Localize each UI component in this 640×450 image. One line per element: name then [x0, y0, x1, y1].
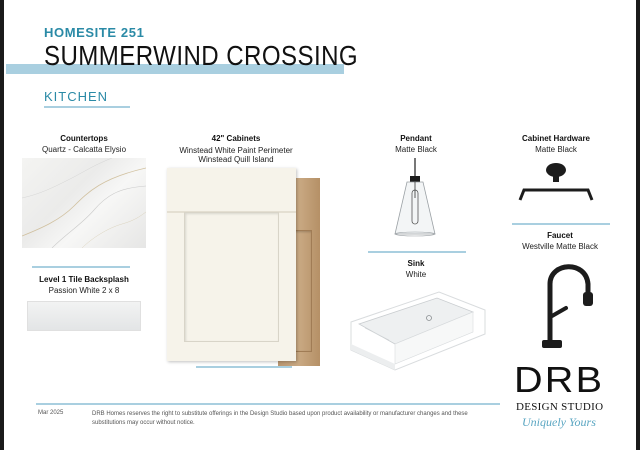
pendant-label: Pendant [400, 134, 432, 143]
pendant-light-image [385, 158, 445, 238]
faucet-value: Westville Matte Black [522, 242, 598, 251]
faucet-label: Faucet [547, 231, 573, 240]
perimeter-cabinet-door-image [167, 168, 296, 361]
homesite-number: HOMESITE 251 [44, 25, 145, 40]
logo-tagline: Uniquely Yours [522, 415, 596, 429]
backsplash-label: Level 1 Tile Backsplash [39, 275, 129, 284]
footer-disclaimer: DRB Homes reserves the right to substitute offerings in the Design Studio based upon product availability or manufacturer changes and these substitutions may occur without notice. [92, 411, 468, 426]
footer-date: Mar 2025 [38, 410, 64, 416]
cabinets-label: 42" Cabinets [211, 134, 261, 143]
faucet-image [532, 254, 600, 352]
cabinets-value-island: Winstead Quill Island [198, 155, 274, 164]
cabinets-rule [196, 366, 292, 368]
community-title: SUMMERWIND CROSSING [44, 40, 359, 71]
quartz-sample-image [22, 158, 146, 248]
cabinet-hardware-image [516, 160, 596, 208]
pendant-icon [385, 158, 445, 238]
hardware-value: Matte Black [535, 145, 577, 154]
sink-value: White [405, 270, 427, 279]
hardware-label: Cabinet Hardware [521, 134, 591, 143]
cabinets-value-perimeter: Winstead White Paint Perimeter [179, 146, 293, 155]
right-frame-edge [636, 0, 640, 450]
tile-sample-image [27, 301, 141, 331]
backsplash-value: Passion White 2 x 8 [48, 286, 120, 295]
farmhouse-sink-icon [349, 288, 487, 378]
sink-label: Sink [407, 259, 425, 268]
section-title: KITCHEN [44, 89, 109, 104]
pendant-rule [368, 251, 466, 253]
section-underline [44, 106, 130, 108]
left-frame-edge [0, 0, 4, 450]
hardware-rule [512, 223, 610, 225]
quartz-veining [22, 158, 146, 248]
design-studio-wordmark: DESIGN STUDIO [516, 401, 604, 413]
backsplash-rule [32, 266, 130, 268]
knob-and-pull-icon [516, 160, 596, 208]
footer-rule [36, 403, 500, 405]
drb-logo-mark: DRB [514, 359, 605, 400]
pull-down-faucet-icon [532, 254, 600, 352]
sink-image [349, 288, 487, 378]
pendant-value: Matte Black [395, 145, 437, 154]
countertops-value: Quartz - Calcatta Elysio [41, 145, 127, 154]
countertops-label: Countertops [60, 134, 108, 143]
